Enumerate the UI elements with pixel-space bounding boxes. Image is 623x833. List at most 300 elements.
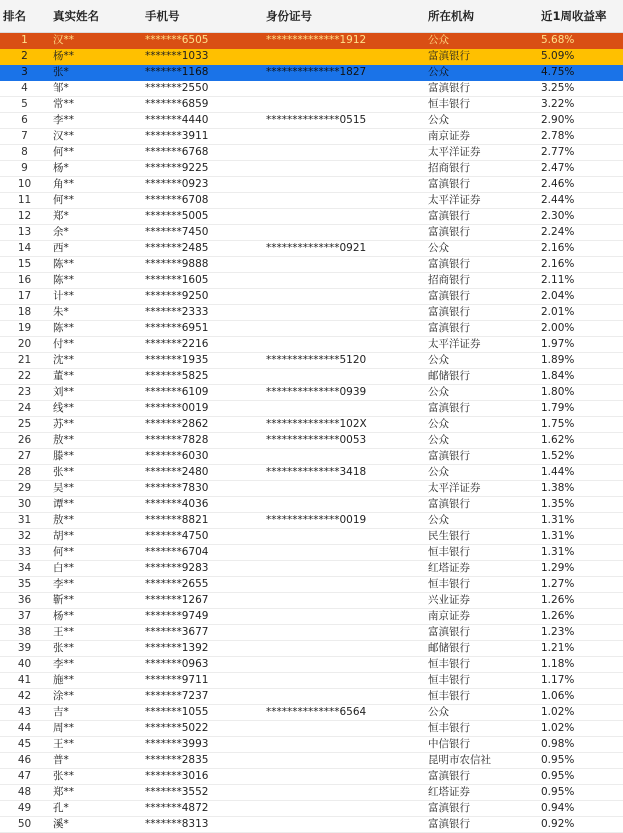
header-weekly-return: 近1周收益率 (537, 0, 623, 32)
cell-institution: 富滇银行 (424, 48, 537, 64)
cell-institution: 邮储银行 (424, 368, 537, 384)
cell-id-card (262, 368, 424, 384)
cell-institution: 富滇银行 (424, 208, 537, 224)
table-row (0, 64, 623, 80)
cell-id-card (262, 400, 424, 416)
cell-rank: 22 (0, 368, 49, 384)
cell-name: 西* (49, 240, 141, 256)
cell-name: 周** (49, 720, 141, 736)
cell-weekly-return: 1.29% (537, 560, 623, 576)
cell-id-card: **************0019 (262, 512, 424, 528)
cell-id-card (262, 816, 424, 832)
table-row (0, 672, 623, 688)
table-row (0, 144, 623, 160)
table-row (0, 704, 623, 720)
cell-weekly-return: 0.95% (537, 752, 623, 768)
cell-id-card (262, 80, 424, 96)
cell-name: 施** (49, 672, 141, 688)
cell-phone: *******3993 (141, 736, 262, 752)
cell-phone: *******6505 (141, 32, 262, 48)
cell-name: 陈** (49, 320, 141, 336)
cell-phone: *******6109 (141, 384, 262, 400)
cell-weekly-return: 2.24% (537, 224, 623, 240)
cell-institution: 富滇银行 (424, 496, 537, 512)
table-row (0, 256, 623, 272)
table-row (0, 320, 623, 336)
cell-phone: *******1935 (141, 352, 262, 368)
cell-id-card: **************0515 (262, 112, 424, 128)
table-row (0, 288, 623, 304)
cell-weekly-return: 2.01% (537, 304, 623, 320)
cell-phone: *******7237 (141, 688, 262, 704)
cell-rank: 3 (0, 64, 49, 80)
cell-weekly-return: 0.92% (537, 816, 623, 832)
cell-institution: 富滇银行 (424, 304, 537, 320)
cell-institution: 公众 (424, 64, 537, 80)
cell-rank: 37 (0, 608, 49, 624)
cell-name: 计** (49, 288, 141, 304)
cell-weekly-return: 1.21% (537, 640, 623, 656)
cell-rank: 20 (0, 336, 49, 352)
cell-weekly-return: 1.02% (537, 720, 623, 736)
cell-name: 吉* (49, 704, 141, 720)
table-row (0, 640, 623, 656)
cell-institution: 太平洋证券 (424, 192, 537, 208)
cell-id-card (262, 288, 424, 304)
cell-institution: 公众 (424, 352, 537, 368)
cell-phone: *******4036 (141, 496, 262, 512)
cell-phone: *******0963 (141, 656, 262, 672)
cell-id-card: **************0939 (262, 384, 424, 400)
cell-id-card (262, 624, 424, 640)
cell-institution: 富滇银行 (424, 448, 537, 464)
cell-name: 汉** (49, 128, 141, 144)
cell-phone: *******1168 (141, 64, 262, 80)
cell-phone: *******4440 (141, 112, 262, 128)
cell-id-card (262, 640, 424, 656)
table-row (0, 576, 623, 592)
cell-phone: *******8313 (141, 816, 262, 832)
table-row (0, 192, 623, 208)
cell-phone: *******1605 (141, 272, 262, 288)
cell-rank: 41 (0, 672, 49, 688)
table-row (0, 304, 623, 320)
cell-weekly-return: 1.35% (537, 496, 623, 512)
cell-weekly-return: 1.38% (537, 480, 623, 496)
cell-rank: 11 (0, 192, 49, 208)
cell-name: 常** (49, 96, 141, 112)
cell-name: 孔* (49, 800, 141, 816)
cell-id-card (262, 768, 424, 784)
cell-weekly-return: 2.78% (537, 128, 623, 144)
cell-rank: 50 (0, 816, 49, 832)
cell-rank: 18 (0, 304, 49, 320)
cell-id-card: **************1827 (262, 64, 424, 80)
cell-institution: 富滇银行 (424, 224, 537, 240)
cell-name: 张** (49, 640, 141, 656)
header-phone: 手机号 (141, 0, 262, 32)
cell-id-card: **************102X (262, 416, 424, 432)
cell-rank: 44 (0, 720, 49, 736)
cell-rank: 27 (0, 448, 49, 464)
cell-phone: *******2835 (141, 752, 262, 768)
cell-weekly-return: 0.95% (537, 768, 623, 784)
table-row (0, 176, 623, 192)
cell-name: 白** (49, 560, 141, 576)
cell-institution: 昆明市农信社 (424, 752, 537, 768)
cell-weekly-return: 1.26% (537, 592, 623, 608)
cell-weekly-return: 2.16% (537, 240, 623, 256)
cell-phone: *******6859 (141, 96, 262, 112)
header-name: 真实姓名 (49, 0, 141, 32)
table-row (0, 32, 623, 48)
table-row (0, 624, 623, 640)
cell-institution: 恒丰银行 (424, 672, 537, 688)
cell-rank: 2 (0, 48, 49, 64)
cell-phone: *******3677 (141, 624, 262, 640)
table-row (0, 608, 623, 624)
table-row (0, 224, 623, 240)
cell-id-card: **************3418 (262, 464, 424, 480)
cell-id-card (262, 144, 424, 160)
cell-name: 陈** (49, 256, 141, 272)
cell-name: 李** (49, 656, 141, 672)
cell-id-card: **************6564 (262, 704, 424, 720)
cell-id-card (262, 528, 424, 544)
cell-weekly-return: 1.31% (537, 544, 623, 560)
cell-name: 靳** (49, 592, 141, 608)
cell-institution: 邮储银行 (424, 640, 537, 656)
cell-id-card (262, 256, 424, 272)
cell-id-card (262, 784, 424, 800)
cell-id-card (262, 800, 424, 816)
table-row (0, 208, 623, 224)
cell-rank: 26 (0, 432, 49, 448)
table-row (0, 80, 623, 96)
cell-weekly-return: 2.44% (537, 192, 623, 208)
cell-institution: 富滇银行 (424, 624, 537, 640)
cell-phone: *******0019 (141, 400, 262, 416)
cell-phone: *******1033 (141, 48, 262, 64)
cell-id-card (262, 656, 424, 672)
cell-institution: 公众 (424, 704, 537, 720)
cell-rank: 4 (0, 80, 49, 96)
cell-rank: 9 (0, 160, 49, 176)
cell-name: 滕** (49, 448, 141, 464)
cell-institution: 公众 (424, 32, 537, 48)
cell-rank: 47 (0, 768, 49, 784)
cell-phone: *******2485 (141, 240, 262, 256)
cell-institution: 南京证券 (424, 128, 537, 144)
cell-id-card (262, 224, 424, 240)
cell-rank: 6 (0, 112, 49, 128)
cell-id-card (262, 688, 424, 704)
cell-name: 张* (49, 64, 141, 80)
cell-name: 张** (49, 768, 141, 784)
cell-institution: 招商银行 (424, 160, 537, 176)
cell-rank: 36 (0, 592, 49, 608)
cell-rank: 15 (0, 256, 49, 272)
table-row (0, 592, 623, 608)
cell-phone: *******6030 (141, 448, 262, 464)
cell-name: 杨** (49, 48, 141, 64)
cell-name: 邹* (49, 80, 141, 96)
header-id-card: 身份证号 (262, 0, 424, 32)
table-header-row (0, 0, 623, 32)
table-row (0, 720, 623, 736)
cell-name: 杨* (49, 160, 141, 176)
cell-name: 普* (49, 752, 141, 768)
table-row (0, 336, 623, 352)
table-row (0, 416, 623, 432)
cell-id-card (262, 480, 424, 496)
cell-id-card (262, 176, 424, 192)
cell-phone: *******5022 (141, 720, 262, 736)
cell-weekly-return: 2.30% (537, 208, 623, 224)
cell-name: 陈** (49, 272, 141, 288)
cell-name: 汉** (49, 32, 141, 48)
cell-id-card (262, 48, 424, 64)
cell-phone: *******7450 (141, 224, 262, 240)
cell-id-card (262, 496, 424, 512)
cell-phone: *******9283 (141, 560, 262, 576)
cell-phone: *******3911 (141, 128, 262, 144)
cell-weekly-return: 1.62% (537, 432, 623, 448)
cell-name: 沈** (49, 352, 141, 368)
cell-weekly-return: 1.52% (537, 448, 623, 464)
cell-name: 郑* (49, 208, 141, 224)
cell-phone: *******9888 (141, 256, 262, 272)
table-row (0, 400, 623, 416)
cell-institution: 太平洋证券 (424, 144, 537, 160)
cell-weekly-return: 2.16% (537, 256, 623, 272)
cell-phone: *******9250 (141, 288, 262, 304)
cell-phone: *******7830 (141, 480, 262, 496)
cell-rank: 38 (0, 624, 49, 640)
table-row (0, 560, 623, 576)
cell-name: 王** (49, 736, 141, 752)
cell-institution: 富滇银行 (424, 256, 537, 272)
table-row (0, 160, 623, 176)
cell-id-card: **************0053 (262, 432, 424, 448)
cell-institution: 兴业证券 (424, 592, 537, 608)
cell-rank: 33 (0, 544, 49, 560)
cell-rank: 5 (0, 96, 49, 112)
table-body (0, 32, 623, 832)
cell-rank: 8 (0, 144, 49, 160)
cell-institution: 民生银行 (424, 528, 537, 544)
cell-institution: 公众 (424, 512, 537, 528)
cell-weekly-return: 3.25% (537, 80, 623, 96)
cell-name: 何** (49, 544, 141, 560)
cell-name: 张** (49, 464, 141, 480)
table-row (0, 528, 623, 544)
cell-institution: 恒丰银行 (424, 720, 537, 736)
cell-weekly-return: 2.11% (537, 272, 623, 288)
cell-rank: 19 (0, 320, 49, 336)
cell-institution: 公众 (424, 240, 537, 256)
cell-id-card (262, 208, 424, 224)
cell-name: 角** (49, 176, 141, 192)
cell-id-card: **************5120 (262, 352, 424, 368)
table-row (0, 240, 623, 256)
cell-id-card (262, 160, 424, 176)
cell-weekly-return: 1.97% (537, 336, 623, 352)
cell-institution: 富滇银行 (424, 800, 537, 816)
cell-weekly-return: 1.31% (537, 512, 623, 528)
table-row (0, 736, 623, 752)
cell-phone: *******3552 (141, 784, 262, 800)
cell-institution: 富滇银行 (424, 816, 537, 832)
cell-id-card (262, 304, 424, 320)
cell-institution: 招商银行 (424, 272, 537, 288)
table-row (0, 480, 623, 496)
cell-rank: 32 (0, 528, 49, 544)
cell-phone: *******1392 (141, 640, 262, 656)
cell-rank: 14 (0, 240, 49, 256)
cell-phone: *******4872 (141, 800, 262, 816)
table-row (0, 96, 623, 112)
cell-weekly-return: 2.46% (537, 176, 623, 192)
table-row (0, 752, 623, 768)
table-row (0, 464, 623, 480)
cell-rank: 16 (0, 272, 49, 288)
cell-phone: *******2480 (141, 464, 262, 480)
cell-weekly-return: 4.75% (537, 64, 623, 80)
cell-rank: 12 (0, 208, 49, 224)
table-row (0, 112, 623, 128)
cell-rank: 40 (0, 656, 49, 672)
cell-rank: 30 (0, 496, 49, 512)
cell-name: 吴** (49, 480, 141, 496)
cell-id-card: **************1912 (262, 32, 424, 48)
cell-rank: 10 (0, 176, 49, 192)
cell-id-card (262, 576, 424, 592)
cell-institution: 公众 (424, 464, 537, 480)
cell-id-card (262, 128, 424, 144)
cell-weekly-return: 0.94% (537, 800, 623, 816)
cell-phone: *******9225 (141, 160, 262, 176)
cell-institution: 公众 (424, 112, 537, 128)
cell-phone: *******2655 (141, 576, 262, 592)
cell-name: 王** (49, 624, 141, 640)
cell-id-card (262, 336, 424, 352)
cell-institution: 恒丰银行 (424, 96, 537, 112)
table-row (0, 384, 623, 400)
cell-weekly-return: 2.00% (537, 320, 623, 336)
cell-id-card (262, 96, 424, 112)
cell-phone: *******2333 (141, 304, 262, 320)
cell-institution: 恒丰银行 (424, 576, 537, 592)
table-row (0, 800, 623, 816)
table-row (0, 272, 623, 288)
header-rank: 排名 (0, 0, 49, 32)
cell-id-card (262, 592, 424, 608)
cell-weekly-return: 1.79% (537, 400, 623, 416)
cell-id-card (262, 192, 424, 208)
cell-rank: 1 (0, 32, 49, 48)
cell-phone: *******3016 (141, 768, 262, 784)
cell-phone: *******6951 (141, 320, 262, 336)
cell-weekly-return: 1.27% (537, 576, 623, 592)
cell-rank: 46 (0, 752, 49, 768)
cell-weekly-return: 1.26% (537, 608, 623, 624)
cell-institution: 红塔证券 (424, 560, 537, 576)
cell-phone: *******7828 (141, 432, 262, 448)
cell-weekly-return: 1.02% (537, 704, 623, 720)
cell-weekly-return: 1.18% (537, 656, 623, 672)
cell-weekly-return: 1.84% (537, 368, 623, 384)
cell-weekly-return: 3.22% (537, 96, 623, 112)
cell-id-card (262, 448, 424, 464)
cell-phone: *******9749 (141, 608, 262, 624)
cell-phone: *******6708 (141, 192, 262, 208)
cell-weekly-return: 5.09% (537, 48, 623, 64)
cell-rank: 25 (0, 416, 49, 432)
cell-phone: *******4750 (141, 528, 262, 544)
cell-institution: 公众 (424, 432, 537, 448)
table-row (0, 512, 623, 528)
cell-institution: 公众 (424, 384, 537, 400)
cell-rank: 7 (0, 128, 49, 144)
cell-institution: 公众 (424, 416, 537, 432)
cell-institution: 富滇银行 (424, 768, 537, 784)
cell-name: 何** (49, 144, 141, 160)
cell-name: 李** (49, 576, 141, 592)
table-row (0, 656, 623, 672)
cell-phone: *******5005 (141, 208, 262, 224)
cell-phone: *******6768 (141, 144, 262, 160)
cell-name: 胡** (49, 528, 141, 544)
table-row (0, 768, 623, 784)
cell-name: 涂** (49, 688, 141, 704)
cell-id-card (262, 560, 424, 576)
cell-rank: 23 (0, 384, 49, 400)
cell-weekly-return: 5.68% (537, 32, 623, 48)
table-row (0, 352, 623, 368)
cell-rank: 45 (0, 736, 49, 752)
cell-name: 郑** (49, 784, 141, 800)
cell-name: 李** (49, 112, 141, 128)
cell-institution: 恒丰银行 (424, 688, 537, 704)
cell-rank: 43 (0, 704, 49, 720)
cell-id-card (262, 272, 424, 288)
cell-institution: 恒丰银行 (424, 656, 537, 672)
cell-weekly-return: 2.47% (537, 160, 623, 176)
cell-weekly-return: 0.98% (537, 736, 623, 752)
cell-institution: 太平洋证券 (424, 480, 537, 496)
cell-rank: 49 (0, 800, 49, 816)
cell-weekly-return: 1.06% (537, 688, 623, 704)
cell-name: 线** (49, 400, 141, 416)
cell-rank: 42 (0, 688, 49, 704)
cell-weekly-return: 1.23% (537, 624, 623, 640)
cell-name: 董** (49, 368, 141, 384)
cell-phone: *******8821 (141, 512, 262, 528)
cell-rank: 39 (0, 640, 49, 656)
cell-name: 敖** (49, 432, 141, 448)
cell-institution: 南京证券 (424, 608, 537, 624)
cell-name: 何** (49, 192, 141, 208)
cell-rank: 17 (0, 288, 49, 304)
cell-weekly-return: 1.75% (537, 416, 623, 432)
cell-institution: 太平洋证券 (424, 336, 537, 352)
cell-rank: 13 (0, 224, 49, 240)
cell-rank: 21 (0, 352, 49, 368)
table-row (0, 688, 623, 704)
cell-institution: 富滇银行 (424, 80, 537, 96)
cell-weekly-return: 2.77% (537, 144, 623, 160)
